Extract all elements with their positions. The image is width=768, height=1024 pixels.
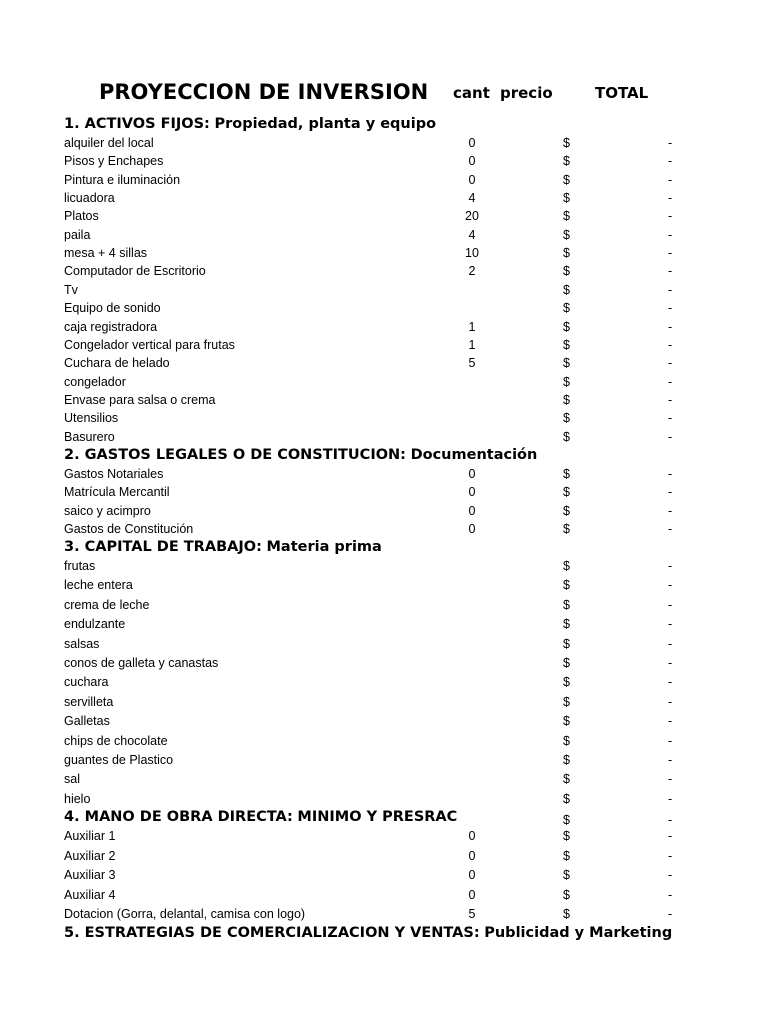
- section-subtitle: Documentación: [410, 447, 538, 463]
- item-name: licuadora: [64, 191, 115, 206]
- currency-symbol: $: [563, 907, 570, 921]
- table-row: [0, 262, 768, 280]
- currency-symbol: $: [563, 791, 570, 806]
- currency-symbol: $: [563, 136, 570, 150]
- item-quantity: 0: [468, 154, 476, 169]
- item-quantity: 0: [468, 848, 476, 863]
- currency-symbol: $: [563, 154, 570, 169]
- total-value: -: [668, 772, 673, 787]
- section-header: [64, 925, 672, 941]
- total-value: -: [668, 136, 673, 150]
- total-value: -: [668, 485, 673, 500]
- total-value: -: [668, 578, 673, 593]
- section-header: [64, 539, 382, 555]
- currency-symbol: $: [563, 429, 570, 444]
- item-name: crema de leche: [64, 597, 150, 612]
- total-value: -: [668, 154, 673, 169]
- item-name: Auxiliar 2: [64, 848, 116, 863]
- table-row: [0, 770, 768, 788]
- total-value: -: [668, 617, 673, 632]
- table-row: [0, 615, 768, 633]
- table-row: [0, 391, 768, 409]
- total-value: -: [668, 246, 673, 261]
- section-label: 3. CAPITAL DE TRABAJO:: [64, 539, 262, 555]
- table-row: [0, 827, 768, 845]
- section-subtitle: Materia prima: [266, 539, 382, 555]
- currency-symbol: $: [563, 356, 570, 371]
- total-value: -: [668, 753, 673, 767]
- table-row: [0, 576, 768, 594]
- total-value: -: [668, 694, 673, 709]
- currency-symbol: $: [563, 714, 570, 729]
- currency-symbol: $: [563, 868, 570, 882]
- item-quantity: 0: [468, 136, 476, 150]
- item-name: Auxiliar 1: [64, 829, 116, 843]
- item-quantity: 0: [468, 868, 476, 882]
- item-name: Galletas: [64, 714, 110, 729]
- section-header: [64, 116, 436, 132]
- total-value: -: [668, 264, 673, 279]
- section-subtitle: Propiedad, planta y equipo: [214, 116, 437, 132]
- table-row: [0, 732, 768, 750]
- table-row: [0, 354, 768, 372]
- table-row: [0, 520, 768, 538]
- total-value: -: [668, 411, 673, 426]
- currency-symbol: $: [563, 829, 570, 843]
- table-row: [0, 654, 768, 672]
- item-name: conos de galleta y canastas: [64, 656, 219, 670]
- currency-symbol: $: [563, 392, 570, 407]
- item-name: guantes de Plastico: [64, 753, 174, 767]
- item-name: mesa + 4 sillas: [64, 246, 148, 261]
- item-quantity: 0: [468, 485, 476, 500]
- column-header-cant: cant: [453, 84, 490, 102]
- total-value: -: [668, 209, 673, 224]
- total-value: -: [668, 675, 673, 690]
- currency-symbol: $: [563, 772, 570, 787]
- item-name: Matrícula Mercantil: [64, 485, 170, 500]
- table-row: [0, 693, 768, 711]
- total-value: -: [668, 829, 673, 843]
- table-row: [0, 152, 768, 170]
- item-name: Pisos y Enchapes: [64, 154, 164, 169]
- total-value: -: [668, 392, 673, 407]
- currency-symbol: $: [563, 374, 570, 389]
- total-value: -: [668, 337, 673, 352]
- item-quantity: 0: [468, 172, 476, 187]
- total-value: -: [668, 597, 673, 612]
- total-value: -: [668, 191, 673, 206]
- table-row: [0, 712, 768, 730]
- total-value: -: [668, 356, 673, 371]
- total-value: -: [668, 282, 673, 297]
- table-row: [0, 318, 768, 336]
- table-row: [0, 465, 768, 483]
- item-name: cuchara: [64, 675, 109, 690]
- currency-symbol: $: [563, 636, 570, 651]
- currency-symbol: $: [563, 411, 570, 426]
- section-label: 1. ACTIVOS FIJOS:: [64, 116, 210, 132]
- total-value: -: [668, 848, 673, 863]
- total-value: -: [668, 656, 673, 670]
- currency-symbol: $: [563, 521, 570, 536]
- currency-symbol: $: [563, 246, 570, 261]
- currency-symbol: $: [563, 753, 570, 767]
- column-header-total: TOTAL: [595, 84, 649, 102]
- item-quantity: 0: [468, 467, 476, 481]
- item-name: sal: [64, 772, 80, 787]
- item-name: paila: [64, 227, 91, 242]
- item-name: salsas: [64, 636, 100, 651]
- table-row: [0, 134, 768, 152]
- item-name: caja registradora: [64, 319, 158, 334]
- table-row: [0, 635, 768, 653]
- item-name: congelador: [64, 374, 126, 389]
- table-row: [0, 790, 768, 808]
- table-row: [0, 502, 768, 520]
- item-name: Dotacion (Gorra, delantal, camisa con logo): [64, 907, 306, 921]
- item-quantity: 0: [468, 829, 476, 843]
- total-value: -: [668, 868, 673, 882]
- item-quantity: 0: [468, 521, 476, 536]
- table-row: [0, 905, 768, 923]
- item-name: Envase para salsa o crema: [64, 392, 216, 407]
- currency-symbol: $: [563, 337, 570, 352]
- item-name: Auxiliar 4: [64, 887, 116, 902]
- table-row: [0, 226, 768, 244]
- currency-symbol: $: [563, 813, 570, 827]
- item-name: Basurero: [64, 429, 115, 444]
- item-name: Equipo de sonido: [64, 301, 161, 316]
- total-value: -: [668, 791, 673, 806]
- currency-symbol: $: [563, 694, 570, 709]
- item-name: Gastos de Constitución: [64, 521, 194, 536]
- currency-symbol: $: [563, 319, 570, 334]
- total-value: -: [668, 907, 673, 921]
- total-value: -: [668, 374, 673, 389]
- currency-symbol: $: [563, 617, 570, 632]
- table-row: [0, 409, 768, 427]
- item-quantity: 1: [468, 337, 476, 352]
- section-subtitle: MINIMO Y PRESRAC: [297, 809, 458, 825]
- item-name: Auxiliar 3: [64, 868, 116, 882]
- section-subtitle: Publicidad y Marketing: [484, 925, 673, 941]
- table-row: [0, 751, 768, 769]
- section-label: 4. MANO DE OBRA DIRECTA:: [64, 809, 293, 825]
- table-row: [0, 189, 768, 207]
- item-name: leche entera: [64, 578, 133, 593]
- currency-symbol: $: [563, 675, 570, 690]
- section-label: 5. ESTRATEGIAS DE COMERCIALIZACION Y VENTAS:: [64, 925, 480, 941]
- item-quantity: 10: [465, 246, 479, 261]
- table-row: [0, 244, 768, 262]
- currency-symbol: $: [563, 191, 570, 206]
- currency-symbol: $: [563, 227, 570, 242]
- table-row: [0, 483, 768, 501]
- currency-symbol: $: [563, 733, 570, 748]
- total-value: -: [668, 172, 673, 187]
- item-name: Pintura e iluminación: [64, 172, 181, 187]
- item-name: Computador de Escritorio: [64, 264, 206, 279]
- item-name: Utensilios: [64, 411, 119, 426]
- table-row: [0, 847, 768, 865]
- item-quantity: 2: [468, 264, 476, 279]
- table-row: [0, 428, 768, 446]
- currency-symbol: $: [563, 485, 570, 500]
- currency-symbol: $: [563, 578, 570, 593]
- table-row: [0, 673, 768, 691]
- item-name: Tv: [64, 282, 78, 297]
- currency-symbol: $: [563, 656, 570, 670]
- table-row: [0, 886, 768, 904]
- currency-symbol: $: [563, 503, 570, 518]
- table-row: [0, 281, 768, 299]
- item-quantity: 5: [468, 907, 476, 921]
- currency-symbol: $: [563, 597, 570, 612]
- currency-symbol: $: [563, 264, 570, 279]
- item-quantity: 5: [468, 356, 476, 371]
- item-quantity: 4: [468, 227, 476, 242]
- item-name: alquiler del local: [64, 136, 154, 150]
- column-header-precio: precio: [500, 84, 553, 102]
- page-title: PROYECCION DE INVERSION: [99, 80, 429, 104]
- currency-symbol: $: [563, 301, 570, 316]
- table-row: [0, 299, 768, 317]
- item-name: Gastos Notariales: [64, 467, 164, 481]
- currency-symbol: $: [563, 172, 570, 187]
- item-quantity: 0: [468, 503, 476, 518]
- section-label: 2. GASTOS LEGALES O DE CONSTITUCION:: [64, 447, 406, 463]
- currency-symbol: $: [563, 559, 570, 573]
- item-name: frutas: [64, 559, 96, 573]
- total-value: -: [668, 714, 673, 729]
- item-name: Platos: [64, 209, 99, 224]
- total-value: -: [668, 521, 673, 536]
- total-value: -: [668, 887, 673, 902]
- item-name: Congelador vertical para frutas: [64, 337, 235, 352]
- item-quantity: 1: [468, 319, 476, 334]
- item-name: servilleta: [64, 694, 114, 709]
- total-value: -: [668, 227, 673, 242]
- currency-symbol: $: [563, 887, 570, 902]
- table-row: [0, 373, 768, 391]
- item-quantity: 0: [468, 887, 476, 902]
- item-quantity: 4: [468, 191, 476, 206]
- currency-symbol: $: [563, 209, 570, 224]
- total-value: -: [668, 559, 673, 573]
- item-name: chips de chocolate: [64, 733, 168, 748]
- total-value: -: [668, 503, 673, 518]
- table-row: [0, 596, 768, 614]
- currency-symbol: $: [563, 848, 570, 863]
- total-value: -: [668, 733, 673, 748]
- item-quantity: 20: [465, 209, 479, 224]
- item-name: saico y acimpro: [64, 503, 151, 518]
- table-row: [0, 866, 768, 884]
- table-row: [0, 171, 768, 189]
- total-value: -: [668, 319, 673, 334]
- table-row: [0, 207, 768, 225]
- total-value: -: [668, 301, 673, 316]
- total-value: -: [668, 813, 673, 827]
- currency-symbol: $: [563, 467, 570, 481]
- item-name: endulzante: [64, 617, 126, 632]
- section-header: [64, 447, 537, 463]
- item-name: hielo: [64, 791, 91, 806]
- item-name: Cuchara de helado: [64, 356, 170, 371]
- total-value: -: [668, 429, 673, 444]
- total-value: -: [668, 467, 673, 481]
- total-value: -: [668, 636, 673, 651]
- currency-symbol: $: [563, 282, 570, 297]
- table-row: [0, 557, 768, 575]
- table-row: [0, 336, 768, 354]
